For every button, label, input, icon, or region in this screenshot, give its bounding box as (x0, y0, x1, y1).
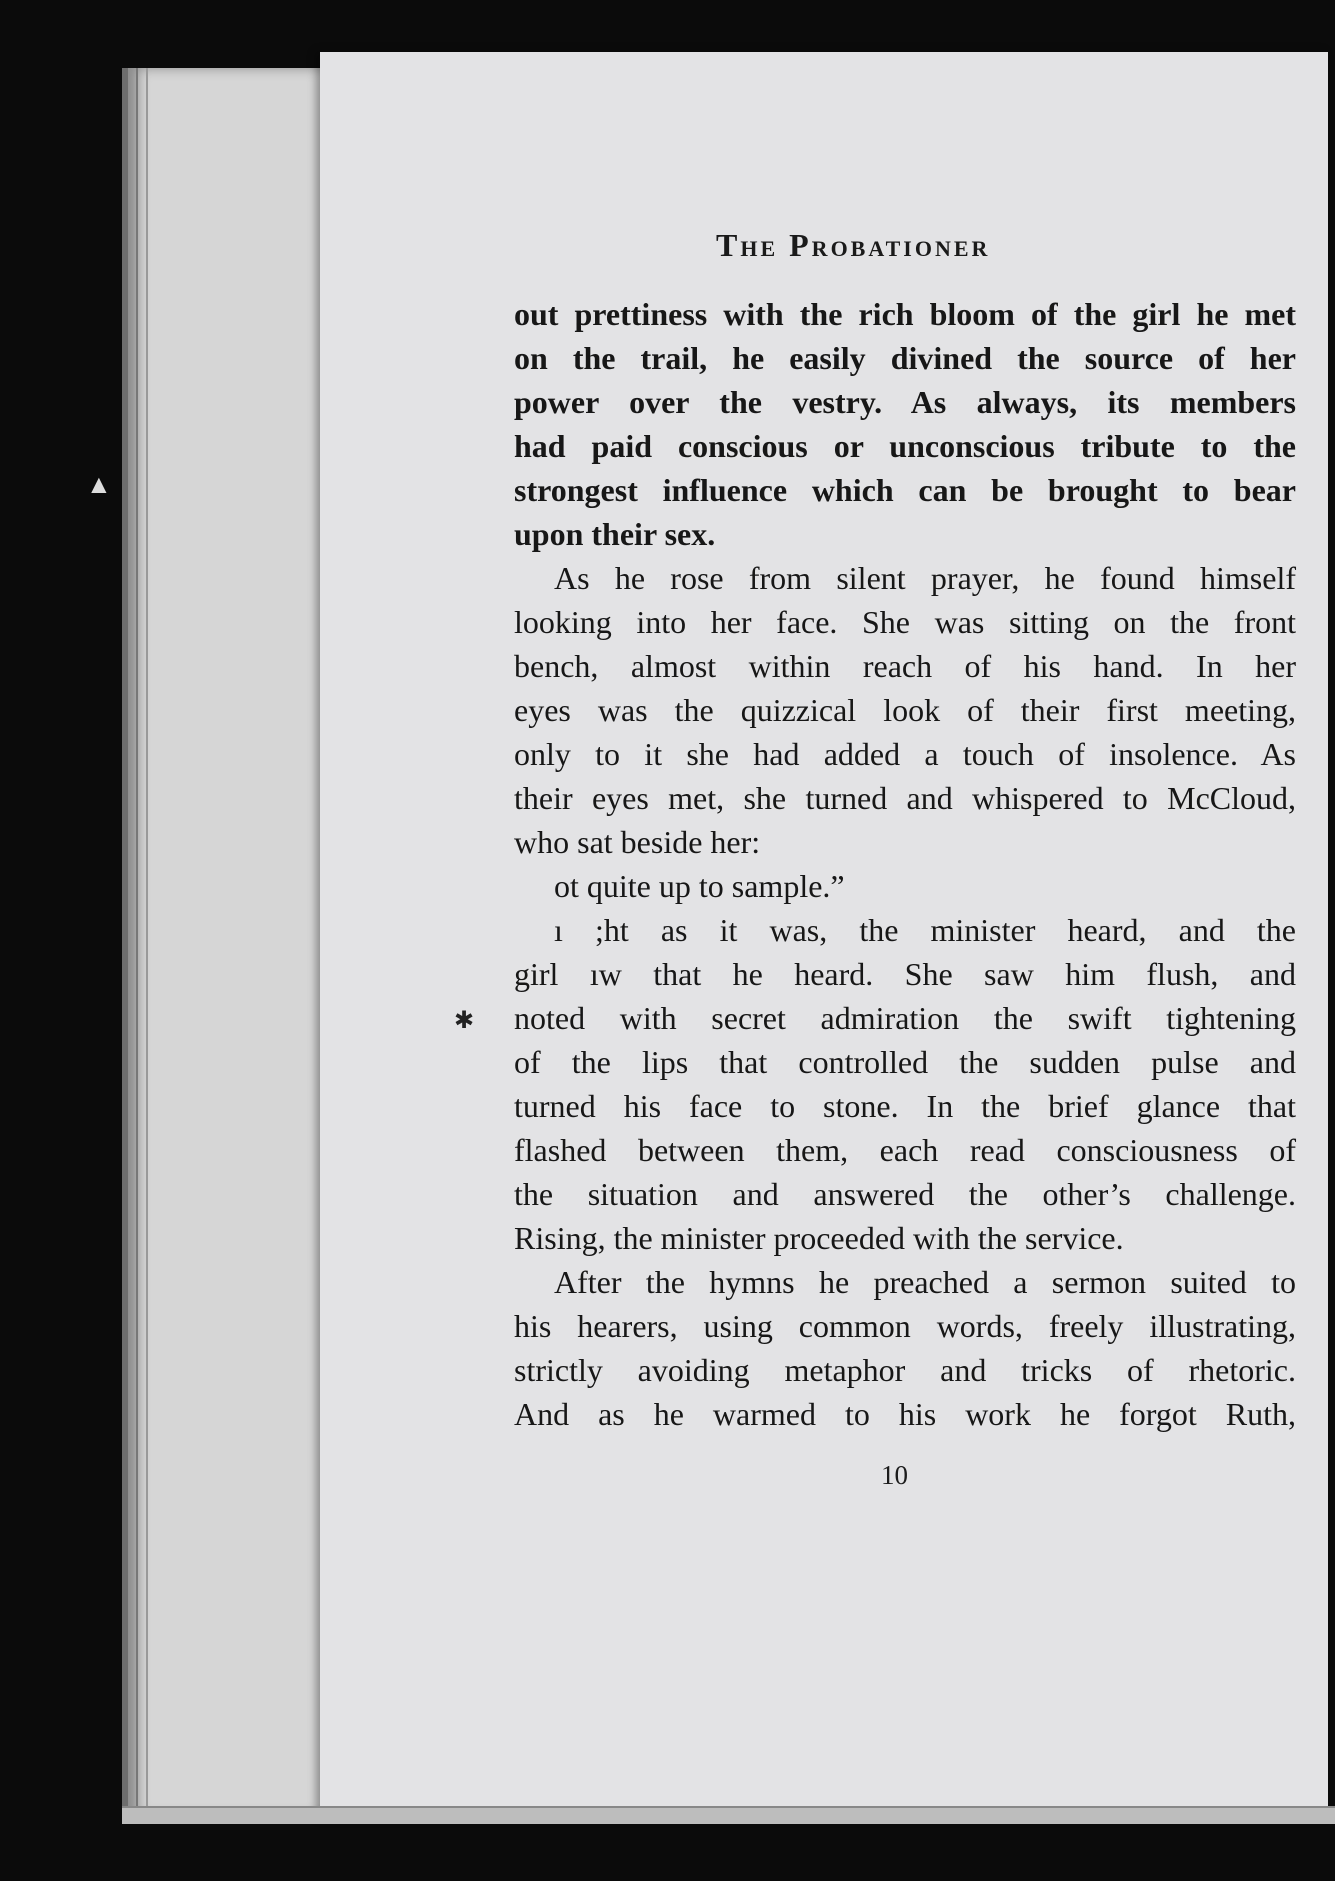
text-line: out prettiness with the rich bloom of the girl he met (514, 296, 1296, 332)
text-line: on the trail, he easily divined the source of her (514, 340, 1296, 376)
text-line: upon their sex. (514, 516, 716, 552)
text-line: eyes was the quizzical look of their first meeting, (514, 692, 1296, 728)
text-line: ot quite up to sample.” (554, 868, 845, 904)
text-line: power over the vestry. As always, its members (514, 384, 1296, 420)
text-line: the situation and answered the other’s challenge. (514, 1176, 1296, 1212)
margin-speck: ✱ (454, 1008, 475, 1034)
running-head: The Probationer (716, 227, 991, 263)
text-line: strongest influence which can be brought to bear (514, 472, 1296, 508)
text-line: strictly avoiding metaphor and tricks of rhetoric. (514, 1352, 1296, 1388)
text-line: Rising, the minister proceeded with the service. (514, 1220, 1124, 1256)
spine-line (146, 68, 148, 1816)
spine-line (136, 68, 138, 1816)
text-line: After the hymns he preached a sermon suited to (554, 1264, 1296, 1300)
text-line: girl ıw that he heard. She saw him flush, and (514, 956, 1296, 992)
text-line: And as he warmed to his work he forgot Ruth, (514, 1396, 1296, 1432)
text-line: had paid conscious or unconscious tribute to the (514, 428, 1296, 464)
body-text (514, 292, 1296, 1436)
text-line: of the lips that controlled the sudden pulse and (514, 1044, 1296, 1080)
text-line: bench, almost within reach of his hand. In her (514, 648, 1296, 684)
margin-speck: ▲ (86, 470, 112, 499)
text-line: flashed between them, each read consciousness of (514, 1132, 1296, 1168)
page-number: 10 (881, 1460, 908, 1490)
text-line: As he rose from silent prayer, he found himself (554, 560, 1296, 596)
text-line: their eyes met, she turned and whispered to McCloud, (514, 780, 1296, 816)
text-line: looking into her face. She was sitting on the front (514, 604, 1296, 640)
text-line: noted with secret admiration the swift tightening (514, 1000, 1296, 1036)
text-line: his hearers, using common words, freely illustrating, (514, 1308, 1296, 1344)
text-line: who sat beside her: (514, 824, 761, 860)
page-bottom-edge (122, 1806, 1335, 1824)
text-line: only to it she had added a touch of insolence. As (514, 736, 1296, 772)
text-line: turned his face to stone. In the brief glance that (514, 1088, 1296, 1124)
text-line: ı ;ht as it was, the minister heard, and the (554, 912, 1296, 948)
